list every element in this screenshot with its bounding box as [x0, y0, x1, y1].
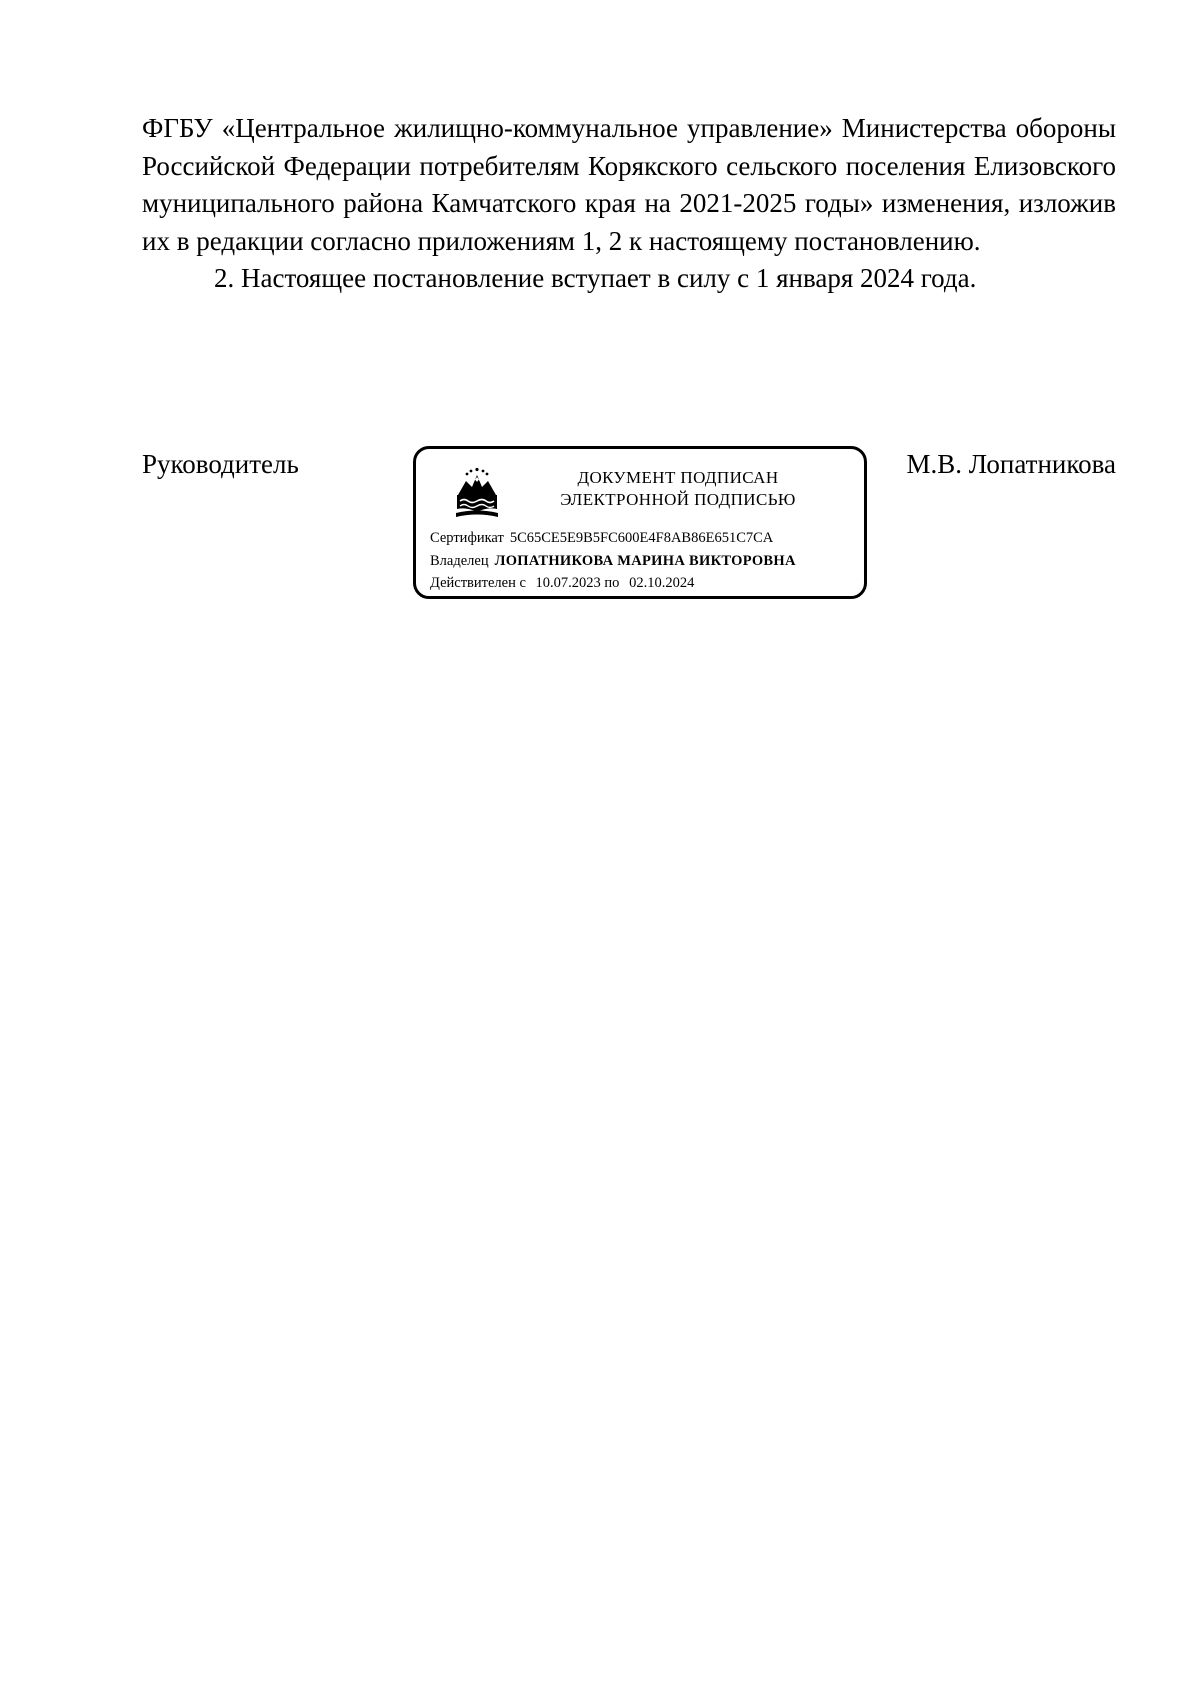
certificate-row	[430, 527, 854, 550]
validity-row	[430, 572, 854, 595]
validity-to-date: 02.10.2024	[629, 575, 695, 591]
validity-from-date: 10.07.2023	[535, 575, 601, 591]
stamp-heading	[502, 467, 854, 511]
owner-label: Владелец	[430, 552, 489, 569]
paragraph-item-2: 2. Настоящее постановление вступает в силу с 1 января 2024 года.	[214, 263, 977, 293]
owner-row	[430, 550, 854, 573]
validity-label: Действителен	[430, 575, 516, 591]
signer-name: М.В. Лопатникова	[906, 449, 1116, 479]
document-body	[142, 110, 1116, 298]
stamp-details	[430, 527, 854, 595]
validity-from-word: с	[519, 575, 526, 591]
paragraph-continued: ФГБУ «Центральное жилищно-коммунальное управление» Министерства обороны Российской Федерации потребителям Корякского сельского поселения Елизовского муниципального района Камчатского края на 2021-2025 годы» изменения, изложив их в редакции согласно приложениям 1, 2 к настоящему постановлению.	[142, 113, 1116, 256]
certificate-value: 5C65CE5E9B5FC600E4F8AB86E651C7CA	[509, 530, 774, 546]
stamp-heading-line-2: ЭЛЕКТРОННОЙ ПОДПИСЬЮ	[560, 490, 796, 509]
kamchatka-coat-of-arms-icon	[452, 465, 502, 519]
validity-to-word: по	[604, 575, 620, 591]
signer-title: Руководитель	[142, 449, 299, 479]
owner-value: ЛОПАТНИКОВА МАРИНА ВИКТОРОВНА	[494, 552, 796, 569]
electronic-signature-stamp	[413, 446, 867, 599]
certificate-label: Сертификат	[430, 530, 504, 546]
stamp-heading-line-1: ДОКУМЕНТ ПОДПИСАН	[577, 468, 779, 487]
signature-block	[142, 446, 1116, 606]
